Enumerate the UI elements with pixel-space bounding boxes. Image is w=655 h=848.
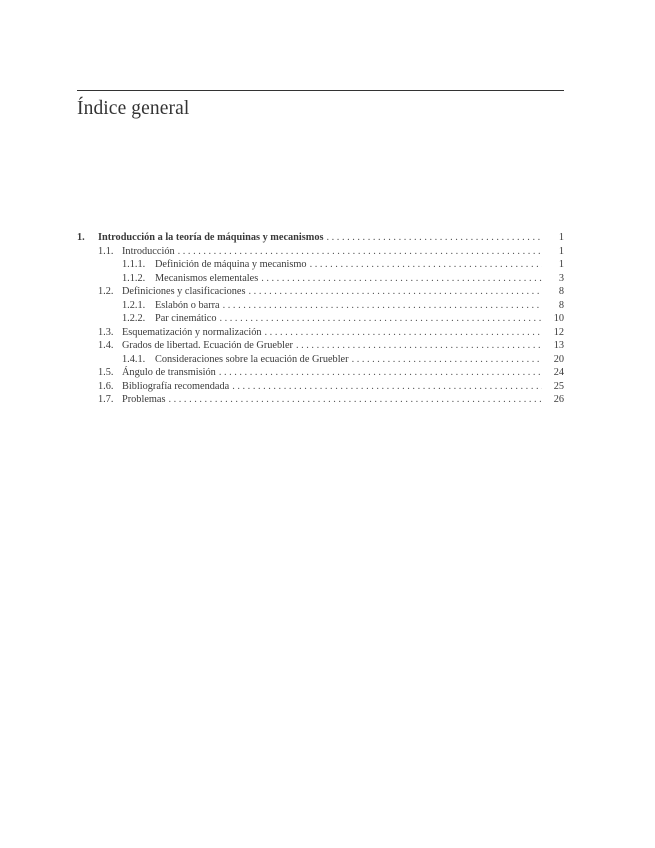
page-title: Índice general <box>77 98 190 119</box>
toc-entry-section-1-6[interactable] <box>77 380 564 394</box>
toc-entry-number: 1.2. <box>98 286 114 297</box>
dot-leader <box>178 245 542 259</box>
toc-entry-page: 13 <box>553 340 564 351</box>
toc-entry-page: 20 <box>553 353 564 365</box>
toc-entry-page: 1 <box>558 245 564 257</box>
toc-entry-number: 1.5. <box>98 367 114 378</box>
toc-entry-number: 1.3. <box>98 326 114 338</box>
toc-entry-number: 1.1. <box>98 245 114 257</box>
toc-entry-title: Mecanismos elementales <box>155 272 259 284</box>
toc-entry-page: 8 <box>558 286 564 297</box>
dot-leader <box>219 366 542 380</box>
toc-entry-subsection-1-2-1[interactable] <box>77 299 564 313</box>
toc-entry-section-1-1[interactable] <box>77 245 564 259</box>
toc-entry-title: Grados de libertad. Ecuación de Gruebler <box>122 340 293 351</box>
toc-entry-number: 1.1.2. <box>122 272 146 284</box>
dot-leader <box>232 380 542 394</box>
toc-entry-title: Esquematización y normalización <box>122 326 262 338</box>
toc-entry-number: 1.1.1. <box>122 259 146 270</box>
dot-leader <box>296 339 542 353</box>
toc-entry-title: Definiciones y clasificaciones <box>122 286 246 297</box>
toc-entry-subsection-1-4-1[interactable] <box>77 353 564 367</box>
toc-entry-number: 1.4.1. <box>122 353 146 365</box>
dot-leader <box>168 393 542 407</box>
toc-entry-section-1-2[interactable] <box>77 285 564 299</box>
toc-entry-title: Introducción a la teoría de máquinas y mecanismos <box>98 232 324 243</box>
toc-entry-title: Introducción <box>122 245 175 257</box>
toc-entry-title: Definición de máquina y mecanismo <box>155 259 307 270</box>
toc-entry-page: 3 <box>558 272 564 284</box>
toc-entry-page: 24 <box>553 367 564 378</box>
dot-leader <box>310 258 542 272</box>
toc-entry-subsection-1-1-1[interactable] <box>77 258 564 272</box>
header-rule <box>77 90 564 91</box>
toc-entry-subsection-1-2-2[interactable] <box>77 312 564 326</box>
toc-entry-section-1-7[interactable] <box>77 393 564 407</box>
dot-leader <box>261 272 542 286</box>
dot-leader <box>327 231 543 245</box>
toc-entry-number: 1.2.1. <box>122 299 146 311</box>
dot-leader <box>219 312 542 326</box>
toc-entry-page: 10 <box>553 313 564 324</box>
toc-entry-page: 26 <box>553 394 564 405</box>
toc-entry-title: Eslabón o barra <box>155 299 220 311</box>
toc-entry-number: 1.6. <box>98 380 114 392</box>
toc-entry-page: 1 <box>558 232 564 243</box>
toc-entry-section-1-4[interactable] <box>77 339 564 353</box>
dot-leader <box>249 285 542 299</box>
table-of-contents <box>77 231 564 407</box>
toc-entry-title: Par cinemático <box>155 313 217 324</box>
toc-entry-section-1-3[interactable] <box>77 326 564 340</box>
toc-entry-page: 12 <box>553 326 564 338</box>
toc-entry-chapter-1[interactable] <box>77 231 564 245</box>
toc-entry-page: 1 <box>558 259 564 270</box>
toc-entry-number: 1.2.2. <box>122 313 146 324</box>
dot-leader <box>223 299 542 313</box>
toc-entry-page: 25 <box>553 380 564 392</box>
toc-entry-page: 8 <box>558 299 564 311</box>
toc-entry-title: Consideraciones sobre la ecuación de Gruebler <box>155 353 349 365</box>
toc-entry-subsection-1-1-2[interactable] <box>77 272 564 286</box>
toc-entry-section-1-5[interactable] <box>77 366 564 380</box>
toc-entry-number: 1. <box>77 232 85 243</box>
toc-entry-number: 1.7. <box>98 394 114 405</box>
toc-entry-title: Problemas <box>122 394 166 405</box>
dot-leader <box>265 326 542 340</box>
toc-entry-number: 1.4. <box>98 340 114 351</box>
toc-entry-title: Ángulo de transmisión <box>122 367 216 378</box>
toc-entry-title: Bibliografía recomendada <box>122 380 230 392</box>
dot-leader <box>352 353 542 367</box>
